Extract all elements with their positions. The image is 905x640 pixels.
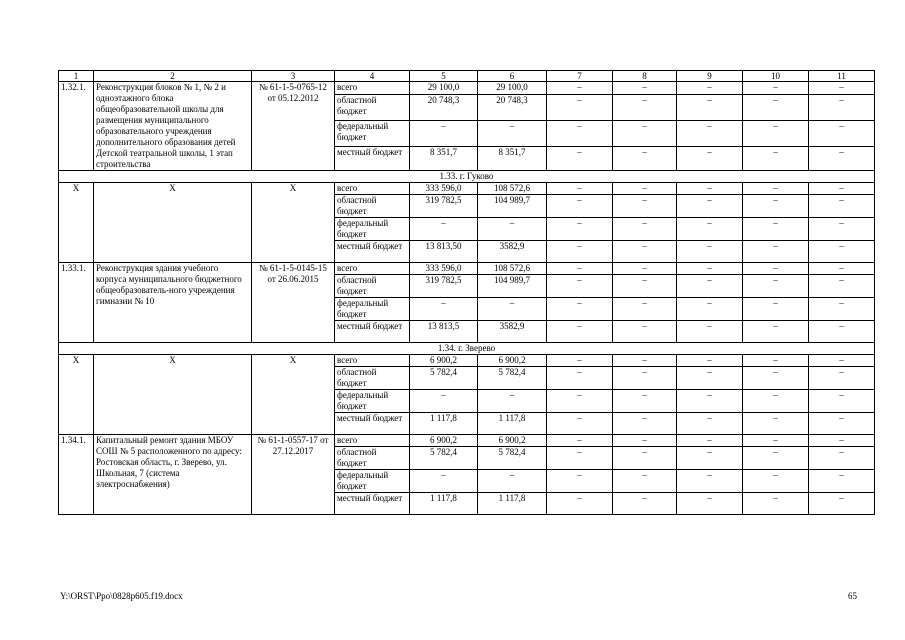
document-cell: X [252,183,335,263]
empty-value-cell: – [809,367,875,390]
column-number-cell: 10 [743,71,809,82]
empty-value-cell: – [809,298,875,321]
empty-value-cell: – [809,470,875,493]
section-row [59,343,875,355]
empty-value-cell: – [677,493,743,515]
empty-value-cell: – [809,120,875,146]
empty-value-cell: – [677,275,743,298]
value-col5-cell: – [410,298,478,321]
empty-value-cell: – [743,275,809,298]
empty-value-cell: – [547,263,613,275]
table-row [59,435,875,447]
empty-value-cell: – [677,95,743,121]
empty-value-cell: – [613,390,677,413]
empty-value-cell: – [809,493,875,515]
empty-value-cell: – [677,413,743,435]
budget-source-cell: всего [335,183,410,195]
budget-source-cell: местный бюджет [335,493,410,515]
empty-value-cell: – [613,355,677,367]
value-col6-cell: 5 782,4 [478,367,547,390]
item-name-cell: X [94,183,252,263]
table-row [59,82,875,95]
budget-table [58,70,875,515]
empty-value-cell: – [743,183,809,195]
file-path: Y:\ORST\Ppo\0828p605.f19.docx [60,591,183,601]
value-col5-cell: 5 782,4 [410,447,478,470]
column-number-cell: 1 [59,71,94,82]
value-col5-cell: – [410,120,478,146]
column-number-cell: 5 [410,71,478,82]
item-number-cell: X [59,183,94,263]
empty-value-cell: – [613,146,677,171]
item-number-cell: 1.33.1. [59,263,94,343]
value-col5-cell: – [410,390,478,413]
empty-value-cell: – [613,367,677,390]
empty-value-cell: – [547,470,613,493]
table-row [59,263,875,275]
value-col5-cell: 333 596,0 [410,263,478,275]
empty-value-cell: – [743,493,809,515]
empty-value-cell: – [743,390,809,413]
value-col6-cell: 5 782,4 [478,447,547,470]
empty-value-cell: – [677,447,743,470]
value-col5-cell: 6 900,2 [410,355,478,367]
empty-value-cell: – [743,263,809,275]
column-number-cell: 8 [613,71,677,82]
column-number-cell: 4 [335,71,410,82]
empty-value-cell: – [743,413,809,435]
empty-value-cell: – [809,355,875,367]
empty-value-cell: – [613,183,677,195]
column-number-cell: 6 [478,71,547,82]
empty-value-cell: – [809,195,875,218]
empty-value-cell: – [743,146,809,171]
value-col5-cell: 1 117,8 [410,493,478,515]
item-name-cell: Реконструкция здания учебного корпуса муниципального бюджетного общеобразователь-ного учреждения гимназии № 10 [94,263,252,343]
value-col6-cell: 3582,9 [478,241,547,263]
item-number-cell: 1.32.1. [59,82,94,171]
value-col5-cell: 333 596,0 [410,183,478,195]
empty-value-cell: – [743,447,809,470]
empty-value-cell: – [547,355,613,367]
empty-value-cell: – [547,413,613,435]
budget-source-cell: местный бюджет [335,146,410,171]
empty-value-cell: – [809,390,875,413]
empty-value-cell: – [677,120,743,146]
column-number-cell: 9 [677,71,743,82]
value-col5-cell: 6 900,2 [410,435,478,447]
empty-value-cell: – [613,241,677,263]
empty-value-cell: – [547,195,613,218]
empty-value-cell: – [547,447,613,470]
empty-value-cell: – [547,321,613,343]
empty-value-cell: – [809,241,875,263]
empty-value-cell: – [677,435,743,447]
value-col6-cell: 104 989,7 [478,275,547,298]
budget-source-cell: всего [335,82,410,95]
budget-source-cell: областной бюджет [335,447,410,470]
empty-value-cell: – [677,146,743,171]
empty-value-cell: – [547,435,613,447]
value-col5-cell: 13 813,50 [410,241,478,263]
section-title: 1.33. г. Гуково [59,171,875,183]
empty-value-cell: – [613,195,677,218]
value-col6-cell: – [478,298,547,321]
empty-value-cell: – [547,95,613,121]
column-number-cell: 11 [809,71,875,82]
value-col6-cell: 108 572,6 [478,183,547,195]
table-row [59,355,875,367]
value-col6-cell: – [478,390,547,413]
empty-value-cell: – [809,218,875,241]
table-row [59,183,875,195]
document-cell: № 61-1-0557-17 от 27.12.2017 [252,435,335,515]
empty-value-cell: – [743,120,809,146]
budget-source-cell: местный бюджет [335,413,410,435]
empty-value-cell: – [677,183,743,195]
empty-value-cell: – [809,435,875,447]
budget-source-cell: областной бюджет [335,195,410,218]
empty-value-cell: – [809,82,875,95]
empty-value-cell: – [677,367,743,390]
empty-value-cell: – [743,195,809,218]
empty-value-cell: – [613,275,677,298]
empty-value-cell: – [547,183,613,195]
budget-source-cell: всего [335,435,410,447]
value-col6-cell: 20 748,3 [478,95,547,121]
empty-value-cell: – [809,263,875,275]
empty-value-cell: – [677,218,743,241]
empty-value-cell: – [613,263,677,275]
empty-value-cell: – [809,447,875,470]
value-col6-cell: 6 900,2 [478,435,547,447]
empty-value-cell: – [547,146,613,171]
empty-value-cell: – [547,218,613,241]
empty-value-cell: – [613,321,677,343]
empty-value-cell: – [677,263,743,275]
value-col6-cell: 1 117,8 [478,493,547,515]
empty-value-cell: – [677,241,743,263]
value-col6-cell: 29 100,0 [478,82,547,95]
value-col5-cell: – [410,470,478,493]
value-col6-cell: – [478,218,547,241]
empty-value-cell: – [547,82,613,95]
empty-value-cell: – [613,120,677,146]
value-col5-cell: 13 813,5 [410,321,478,343]
budget-source-cell: федеральный бюджет [335,298,410,321]
column-number-cell: 7 [547,71,613,82]
value-col6-cell: 104 989,7 [478,195,547,218]
budget-source-cell: всего [335,355,410,367]
budget-source-cell: федеральный бюджет [335,470,410,493]
empty-value-cell: – [743,82,809,95]
page-number: 65 [848,591,857,601]
value-col6-cell: – [478,470,547,493]
item-name-cell: X [94,355,252,435]
item-number-cell: X [59,355,94,435]
empty-value-cell: – [677,355,743,367]
empty-value-cell: – [743,95,809,121]
empty-value-cell: – [809,321,875,343]
value-col6-cell: 6 900,2 [478,355,547,367]
empty-value-cell: – [677,82,743,95]
budget-source-cell: областной бюджет [335,367,410,390]
empty-value-cell: – [677,390,743,413]
document-cell: X [252,355,335,435]
value-col6-cell: – [478,120,547,146]
empty-value-cell: – [743,218,809,241]
empty-value-cell: – [613,95,677,121]
empty-value-cell: – [809,95,875,121]
empty-value-cell: – [613,493,677,515]
empty-value-cell: – [547,390,613,413]
empty-value-cell: – [547,298,613,321]
empty-value-cell: – [677,470,743,493]
empty-value-cell: – [743,241,809,263]
value-col5-cell: 319 782,5 [410,275,478,298]
empty-value-cell: – [677,321,743,343]
empty-value-cell: – [809,146,875,171]
budget-source-cell: областной бюджет [335,95,410,121]
value-col5-cell: 8 351,7 [410,146,478,171]
empty-value-cell: – [613,413,677,435]
budget-source-cell: федеральный бюджет [335,390,410,413]
value-col5-cell: – [410,218,478,241]
empty-value-cell: – [809,275,875,298]
empty-value-cell: – [613,435,677,447]
section-title: 1.34. г. Зверево [59,343,875,355]
budget-source-cell: местный бюджет [335,321,410,343]
empty-value-cell: – [613,218,677,241]
empty-value-cell: – [743,435,809,447]
empty-value-cell: – [743,298,809,321]
empty-value-cell: – [547,241,613,263]
document-cell: № 61-1-5-0145-15 от 26.06.2015 [252,263,335,343]
section-row [59,171,875,183]
item-name-cell: Реконструкция блоков № 1, № 2 и одноэтажного блока общеобразовательной школы для размещения муниципального образовательного учреждения дополнительного образования детей Детской театральной школы, 1 этап строительства [94,82,252,171]
empty-value-cell: – [743,470,809,493]
empty-value-cell: – [547,120,613,146]
empty-value-cell: – [613,447,677,470]
document-cell: № 61-1-5-0765-12 от 05.12.2012 [252,82,335,171]
budget-source-cell: федеральный бюджет [335,120,410,146]
empty-value-cell: – [613,82,677,95]
empty-value-cell: – [743,355,809,367]
empty-value-cell: – [547,367,613,390]
empty-value-cell: – [809,183,875,195]
value-col5-cell: 5 782,4 [410,367,478,390]
empty-value-cell: – [547,493,613,515]
empty-value-cell: – [809,413,875,435]
empty-value-cell: – [613,298,677,321]
empty-value-cell: – [743,367,809,390]
value-col5-cell: 1 117,8 [410,413,478,435]
empty-value-cell: – [677,298,743,321]
value-col6-cell: 8 351,7 [478,146,547,171]
budget-source-cell: федеральный бюджет [335,218,410,241]
value-col6-cell: 1 117,8 [478,413,547,435]
table-header-row [59,71,875,82]
value-col6-cell: 108 572,6 [478,263,547,275]
column-number-cell: 3 [252,71,335,82]
item-name-cell: Капитальный ремонт здания МБОУ СОШ № 5 расположенного по адресу: Ростовская область, г. Зверево, ул. Школьная, 7 (система электроснабжения) [94,435,252,515]
value-col5-cell: 319 782,5 [410,195,478,218]
value-col5-cell: 29 100,0 [410,82,478,95]
item-number-cell: 1.34.1. [59,435,94,515]
empty-value-cell: – [613,470,677,493]
empty-value-cell: – [743,321,809,343]
budget-source-cell: местный бюджет [335,241,410,263]
budget-source-cell: областной бюджет [335,275,410,298]
column-number-cell: 2 [94,71,252,82]
empty-value-cell: – [677,195,743,218]
value-col6-cell: 3582,9 [478,321,547,343]
budget-source-cell: всего [335,263,410,275]
empty-value-cell: – [547,275,613,298]
value-col5-cell: 20 748,3 [410,95,478,121]
